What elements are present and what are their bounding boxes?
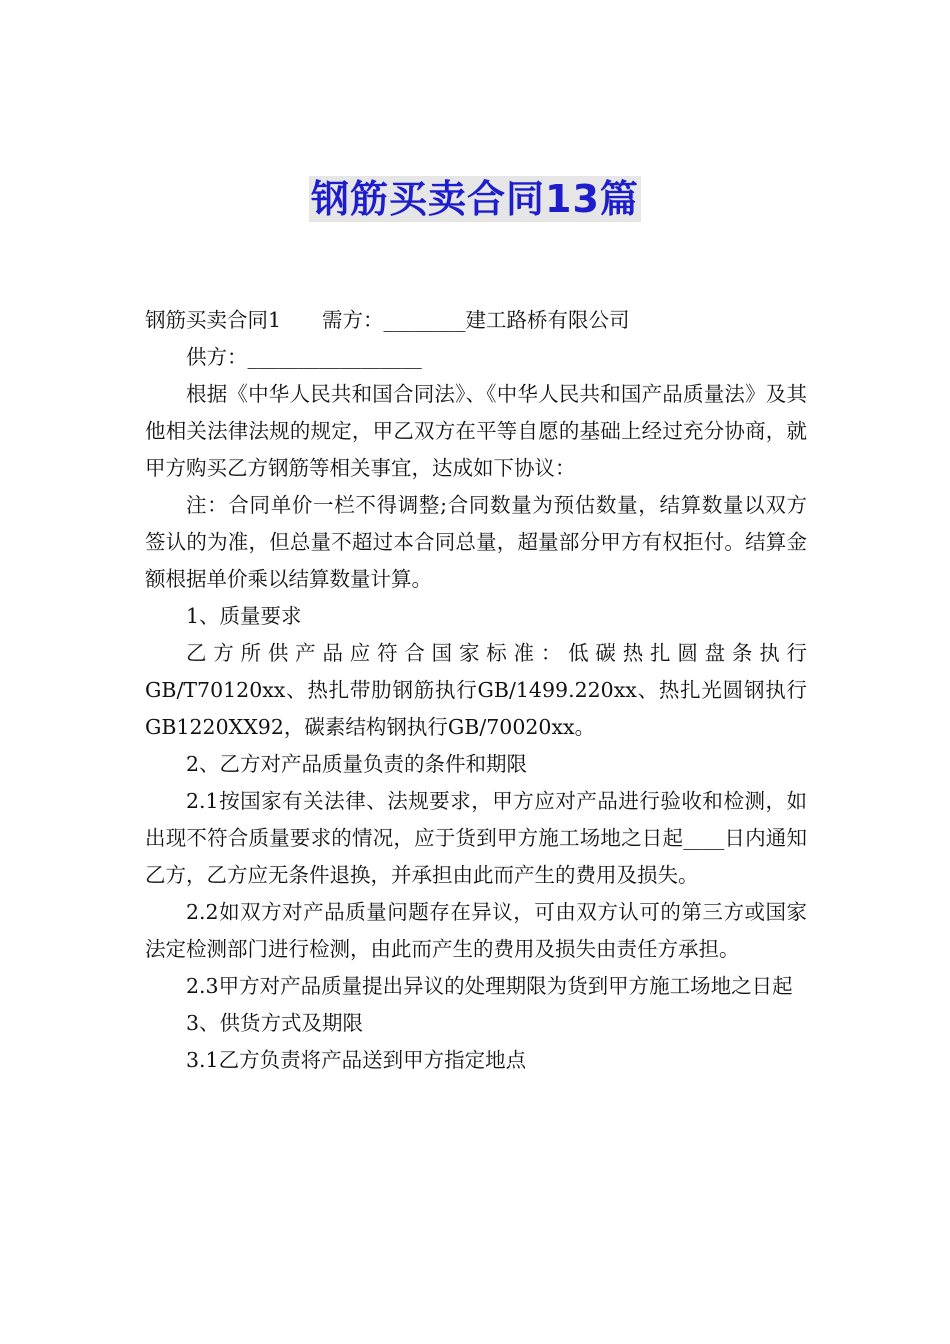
section-heading-3: 3、供货方式及期限	[186, 1011, 364, 1035]
document-title: 钢筋买卖合同13篇	[311, 177, 639, 221]
paragraph-intro: 根据《中华人民共和国合同法》、《中华人民共和国产品质量法》及其他相关法律法规的规定，甲乙双方在平等自愿的基础上经过充分协商，就甲方购买乙方钢筋等相关事宜，达成如下协议：	[145, 382, 807, 480]
section-heading-2: 2、乙方对产品质量负责的条件和期限	[186, 752, 528, 776]
clause-2-3: 2.3甲方对产品质量提出异议的处理期限为货到甲方施工场地之日起	[186, 974, 793, 998]
title-container	[0, 176, 950, 222]
paragraph-header: 钢筋买卖合同1 需方：________建工路桥有限公司	[145, 308, 630, 332]
paragraph-standards: 乙方所供产品应符合国家标准：低碳热扎圆盘条执行GB/T70120xx、热扎带肋钢筋执行GB/1499.220xx、热扎光圆钢执行GB1220XX92，碳素结构钢执行GB/70020xx。	[145, 641, 807, 739]
clause-2-1: 2.1按国家有关法律、法规要求，甲方应对产品进行验收和检测，如出现不符合质量要求的情况，应于货到甲方施工场地之日起____日内通知乙方，乙方应无条件退换，并承担由此而产生的费用及损失。	[145, 789, 807, 887]
clause-3-1: 3.1乙方负责将产品送到甲方指定地点	[186, 1048, 527, 1072]
clause-2-2: 2.2如双方对产品质量问题存在异议，可由双方认可的第三方或国家法定检测部门进行检测，由此而产生的费用及损失由责任方承担。	[145, 900, 807, 961]
paragraph-note: 注：合同单价一栏不得调整;合同数量为预估数量，结算数量以双方签认的为准，但总量不超过本合同总量，超量部分甲方有权拒付。结算金额根据单价乘以结算数量计算。	[145, 493, 807, 591]
paragraph-supplier: 供方：_________________	[186, 345, 422, 369]
section-heading-1: 1、质量要求	[186, 604, 302, 628]
document-body	[145, 302, 807, 1079]
